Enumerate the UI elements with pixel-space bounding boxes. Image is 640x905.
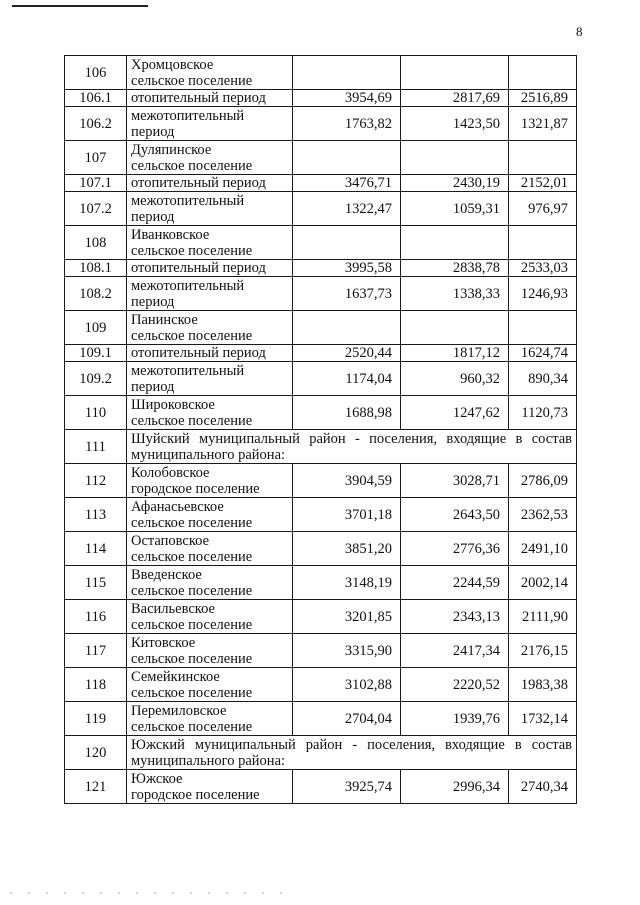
row-number: 116 [65,600,127,634]
value-cell-1: 1688,98 [293,396,401,430]
value-cell-2: 2430,19 [401,175,509,192]
settlement-name: Южское городское поселение [127,770,293,804]
settlement-name: отопительный период [127,260,293,277]
value-cell-3: 2176,15 [509,634,577,668]
settlement-name: межотопительный период [127,192,293,226]
row-number: 107 [65,141,127,175]
table-row [65,702,577,736]
table-row [65,532,577,566]
table-row [65,634,577,668]
row-number: 109 [65,311,127,345]
settlement-name: Остаповское сельское поселение [127,532,293,566]
settlement-name: Колобовское городское поселение [127,464,293,498]
row-number: 118 [65,668,127,702]
settlement-name: межотопительный период [127,362,293,396]
table-row [65,260,577,277]
value-cell-2 [401,56,509,90]
table-row [65,345,577,362]
table-row [65,498,577,532]
table-row [65,277,577,311]
value-cell-2: 2817,69 [401,90,509,107]
value-cell-3: 2533,03 [509,260,577,277]
table-row [65,736,577,770]
value-cell-1 [293,56,401,90]
value-cell-3: 1321,87 [509,107,577,141]
value-cell-3: 976,97 [509,192,577,226]
value-cell-1 [293,141,401,175]
value-cell-3: 1624,74 [509,345,577,362]
settlement-name: отопительный период [127,175,293,192]
settlement-name: межотопительный период [127,107,293,141]
table-row [65,600,577,634]
row-number: 112 [65,464,127,498]
row-number: 115 [65,566,127,600]
value-cell-3: 890,34 [509,362,577,396]
value-cell-3: 1983,38 [509,668,577,702]
value-cell-1: 3701,18 [293,498,401,532]
district-heading: Южский муниципальный район - поселения, входящие в состав муниципального района: [127,736,577,770]
value-cell-2: 1817,12 [401,345,509,362]
settlement-name: межотопительный период [127,277,293,311]
row-number: 109.2 [65,362,127,396]
value-cell-2: 2643,50 [401,498,509,532]
value-cell-3: 2362,53 [509,498,577,532]
settlement-name: Дуляпинское сельское поселение [127,141,293,175]
value-cell-1: 3201,85 [293,600,401,634]
value-cell-1: 3315,90 [293,634,401,668]
row-number: 111 [65,430,127,464]
value-cell-1: 2704,04 [293,702,401,736]
value-cell-3: 2786,09 [509,464,577,498]
value-cell-1: 3102,88 [293,668,401,702]
value-cell-1 [293,311,401,345]
value-cell-1: 1174,04 [293,362,401,396]
row-number: 114 [65,532,127,566]
value-cell-3: 1246,93 [509,277,577,311]
table-row [65,311,577,345]
scan-artifact [10,892,290,894]
value-cell-3: 2111,90 [509,600,577,634]
page-number: 8 [576,24,583,39]
settlement-name: Васильевское сельское поселение [127,600,293,634]
table-row [65,362,577,396]
row-number: 120 [65,736,127,770]
table-row [65,770,577,804]
value-cell-3: 2516,89 [509,90,577,107]
row-number: 108.1 [65,260,127,277]
value-cell-2: 2838,78 [401,260,509,277]
value-cell-1: 2520,44 [293,345,401,362]
value-cell-2: 1423,50 [401,107,509,141]
row-number: 106.1 [65,90,127,107]
table-row [65,226,577,260]
row-number: 109.1 [65,345,127,362]
value-cell-1: 1637,73 [293,277,401,311]
value-cell-3: 1732,14 [509,702,577,736]
header-rule [12,5,148,7]
value-cell-3 [509,141,577,175]
value-cell-1 [293,226,401,260]
settlement-name: отопительный период [127,345,293,362]
value-cell-2: 1247,62 [401,396,509,430]
settlement-name: Широковское сельское поселение [127,396,293,430]
row-number: 106.2 [65,107,127,141]
value-cell-2: 3028,71 [401,464,509,498]
value-cell-3: 1120,73 [509,396,577,430]
row-number: 110 [65,396,127,430]
row-number: 107.1 [65,175,127,192]
table-row [65,566,577,600]
value-cell-1: 1322,47 [293,192,401,226]
value-cell-3 [509,226,577,260]
table-row [65,668,577,702]
settlement-name: Китовское сельское поселение [127,634,293,668]
settlement-name: Иванковское сельское поселение [127,226,293,260]
row-number: 106 [65,56,127,90]
value-cell-1: 3954,69 [293,90,401,107]
row-number: 107.2 [65,192,127,226]
value-cell-2: 2343,13 [401,600,509,634]
table-row [65,464,577,498]
value-cell-2: 2417,34 [401,634,509,668]
value-cell-3 [509,311,577,345]
row-number: 119 [65,702,127,736]
settlement-name: Перемиловское сельское поселение [127,702,293,736]
value-cell-2: 2244,59 [401,566,509,600]
value-cell-1: 3476,71 [293,175,401,192]
value-cell-2: 2220,52 [401,668,509,702]
value-cell-3 [509,56,577,90]
settlement-name: отопительный период [127,90,293,107]
value-cell-1: 3925,74 [293,770,401,804]
value-cell-3: 2740,34 [509,770,577,804]
value-cell-2 [401,311,509,345]
row-number: 113 [65,498,127,532]
settlement-name: Введенское сельское поселение [127,566,293,600]
value-cell-2: 960,32 [401,362,509,396]
settlement-name: Афанасьевское сельское поселение [127,498,293,532]
value-cell-3: 2152,01 [509,175,577,192]
value-cell-2: 2776,36 [401,532,509,566]
value-cell-2 [401,141,509,175]
value-cell-2: 2996,34 [401,770,509,804]
table-row [65,107,577,141]
tariff-table [64,55,577,804]
value-cell-2: 1059,31 [401,192,509,226]
table-row [65,175,577,192]
settlement-name: Панинское сельское поселение [127,311,293,345]
value-cell-2 [401,226,509,260]
table-row [65,141,577,175]
value-cell-1: 3148,19 [293,566,401,600]
row-number: 108 [65,226,127,260]
row-number: 121 [65,770,127,804]
value-cell-2: 1939,76 [401,702,509,736]
value-cell-1: 1763,82 [293,107,401,141]
district-heading: Шуйский муниципальный район - поселения, входящие в состав муниципального района: [127,430,577,464]
table-row [65,56,577,90]
table-row [65,430,577,464]
table-row [65,396,577,430]
table-row [65,192,577,226]
value-cell-1: 3995,58 [293,260,401,277]
row-number: 108.2 [65,277,127,311]
table-row [65,90,577,107]
value-cell-1: 3851,20 [293,532,401,566]
settlement-name: Хромцовское сельское поселение [127,56,293,90]
row-number: 117 [65,634,127,668]
value-cell-3: 2002,14 [509,566,577,600]
settlement-name: Семейкинское сельское поселение [127,668,293,702]
value-cell-1: 3904,59 [293,464,401,498]
value-cell-2: 1338,33 [401,277,509,311]
value-cell-3: 2491,10 [509,532,577,566]
